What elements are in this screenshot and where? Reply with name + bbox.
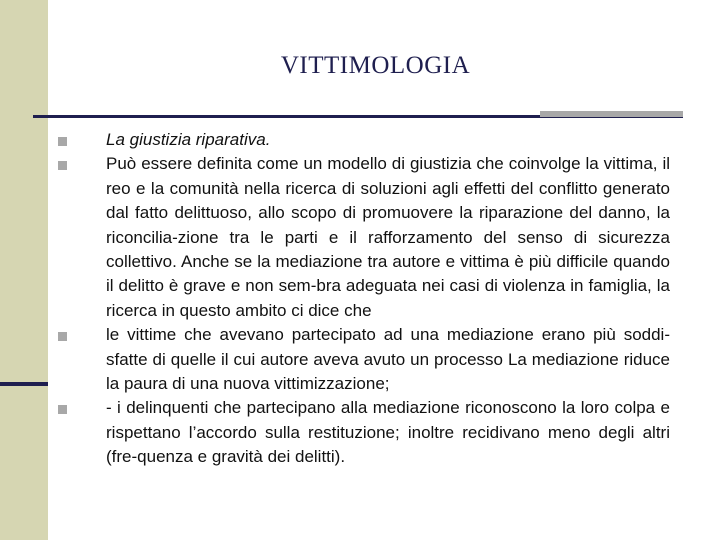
slide-title: VITTIMOLOGIA <box>280 52 471 79</box>
bullet-list <box>58 128 670 470</box>
square-bullet-icon <box>58 137 67 146</box>
square-bullet-icon <box>58 161 67 170</box>
bullet-item <box>58 323 670 396</box>
side-marker <box>0 382 48 386</box>
bullet-item <box>58 152 670 323</box>
bullet-item <box>58 396 670 469</box>
title-rule-accent <box>540 111 683 117</box>
bullet-text: le vittime che avevano partecipato ad una mediazione erano più soddi-sfatte di quelle il cui autore aveva avuto un processo La mediazione riduce la paura di una nuova vittimizzazione; <box>106 325 670 394</box>
bullet-text: - i delinquenti che partecipano alla mediazione riconoscono la loro colpa e rispettano l’accordo sulla restituzione; inoltre recidivano meno degli altri (fre-quenza e gravità dei delitti). <box>106 398 670 467</box>
square-bullet-icon <box>58 405 67 414</box>
bullet-item <box>58 128 670 152</box>
bullet-text: La giustizia riparativa. <box>106 130 271 149</box>
square-bullet-icon <box>58 332 67 341</box>
bullet-text: Può essere definita come un modello di giustizia che coinvolge la vittima, il reo e la comunità nella ricerca di soluzioni agli effetti del conflitto generato dal fatto delittuoso, allo scopo di promuovere la riparazione del danno, la riconcilia-zione tra le parti e il rafforzamento del senso di sicurezza collettivo. Anche se la mediazione tra autore e vittima è più difficile quando il delitto è grave e non sem-bra adeguata nei casi di violenza in famiglia, la ricerca in questo ambito ci dice che <box>106 154 670 320</box>
side-band <box>0 0 48 540</box>
